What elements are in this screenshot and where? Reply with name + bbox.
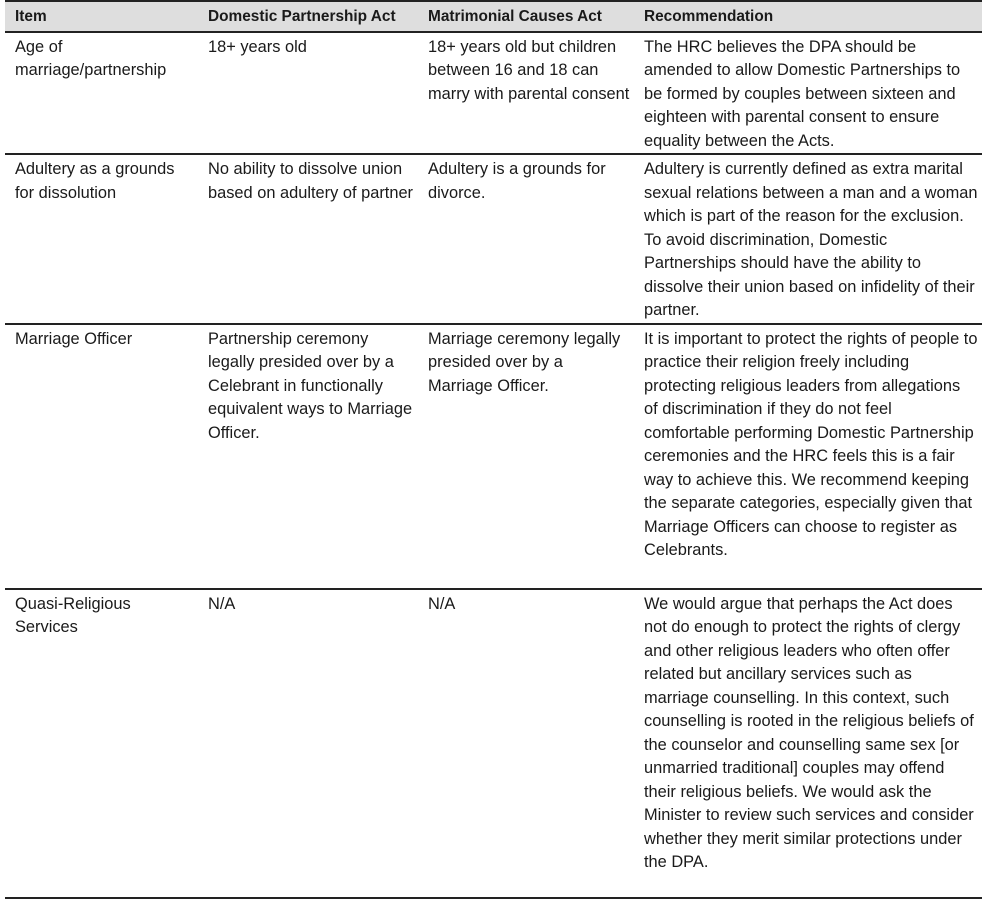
table-header (5, 1, 982, 32)
cell-item: Age of marriage/partnership (5, 32, 198, 155)
cell-domestic-partnership-act: 18+ years old (198, 32, 418, 155)
cell-domestic-partnership-act: N/A (198, 589, 418, 898)
column-header-matrimonial-causes-act: Matrimonial Causes Act (418, 1, 634, 32)
cell-recommendation: Adultery is currently defined as extra marital sexual relations between a man and a woman which is part of the reason for the exclusion. To avoid discrimination, Domestic Partnerships should have the ability to dissolve their union based on infidelity of their partner. (634, 154, 982, 324)
cell-matrimonial-causes-act: Adultery is a grounds for divorce. (418, 154, 634, 324)
column-header-recommendation: Recommendation (634, 1, 982, 32)
table-body (5, 32, 982, 898)
table-row-age-of-marriage (5, 32, 982, 155)
cell-recommendation: It is important to protect the rights of people to practice their religion freely including protecting religious leaders from allegations of discrimination if they do not feel comfortable performing Domestic Partnership ceremonies and the HRC feels this is a fair way to achieve this. We recommend keeping the separate categories, especially given that Marriage Officers can choose to register as Celebrants. (634, 324, 982, 589)
cell-domestic-partnership-act: No ability to dissolve union based on adultery of partner (198, 154, 418, 324)
cell-item: Marriage Officer (5, 324, 198, 589)
cell-item: Quasi-Religious Services (5, 589, 198, 898)
table-row-adultery (5, 154, 982, 324)
comparison-table (5, 0, 982, 899)
column-header-item: Item (5, 1, 198, 32)
header-row (5, 1, 982, 32)
cell-matrimonial-causes-act: Marriage ceremony legally presided over by a Marriage Officer. (418, 324, 634, 589)
cell-recommendation: We would argue that perhaps the Act does not do enough to protect the rights of clergy and other religious leaders who often offer related but ancillary services such as marriage counselling. In this context, such counselling is rooted in the religious beliefs of the counselor and counselling same sex [or unmarried traditional] couples may offend their religious beliefs. We would ask the Minister to review such services and consider whether they merit similar protections under the DPA. (634, 589, 982, 898)
cell-item: Adultery as a grounds for dissolution (5, 154, 198, 324)
column-header-domestic-partnership-act: Domestic Partnership Act (198, 1, 418, 32)
cell-matrimonial-causes-act: N/A (418, 589, 634, 898)
table-row-marriage-officer (5, 324, 982, 589)
table-row-quasi-religious-services (5, 589, 982, 898)
cell-recommendation: The HRC believes the DPA should be amended to allow Domestic Partnerships to be formed by couples between sixteen and eighteen with parental consent to ensure equality between the Acts. (634, 32, 982, 155)
cell-domestic-partnership-act: Partnership ceremony legally presided over by a Celebrant in functionally equivalent ways to Marriage Officer. (198, 324, 418, 589)
cell-matrimonial-causes-act: 18+ years old but children between 16 and 18 can marry with parental consent (418, 32, 634, 155)
